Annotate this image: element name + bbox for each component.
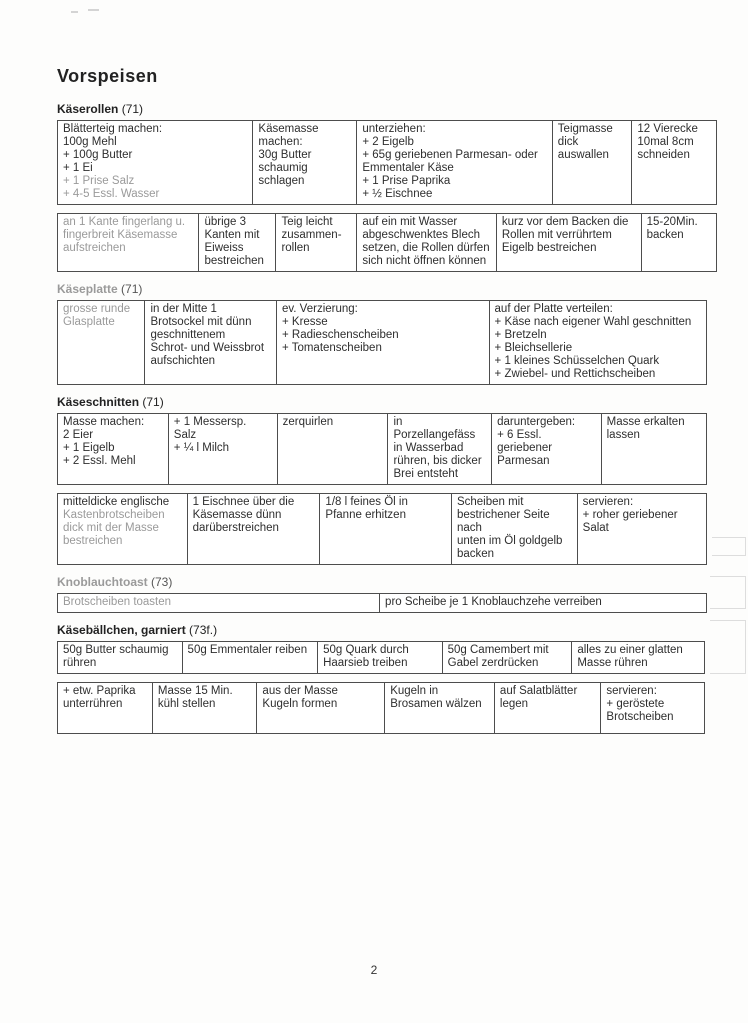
table-cell-line: schaumig xyxy=(258,162,308,174)
table-cell-line: schlagen xyxy=(258,175,305,187)
section-heading-ref: (71) xyxy=(117,282,143,296)
table-cell-line: lassen xyxy=(606,429,640,441)
table-cell-line: Blätterteig machen: xyxy=(63,123,163,135)
section-heading-name: Käseschnitten xyxy=(57,395,140,409)
table-cell-line: Eigelb bestreichen xyxy=(501,242,597,254)
table-cell-line: Käsemasse dünn xyxy=(192,509,282,521)
table-cell-line: 10mal 8cm xyxy=(637,136,694,148)
table-cell xyxy=(188,494,321,564)
table-cell-line: alles zu einer glatten xyxy=(577,644,683,656)
section-heading-ref: (73) xyxy=(147,575,173,589)
table-cell-line: bestreichen xyxy=(63,535,123,547)
table-cell-line: Brotscheiben toasten xyxy=(63,596,172,608)
section-heading-name: Käsebällchen, garniert xyxy=(57,623,186,637)
table-cell-line: fingerbreit Käsemasse xyxy=(63,229,178,241)
table-cell xyxy=(490,301,706,384)
table-cell-line: in Porzellangefäss xyxy=(393,416,476,441)
table-cell-line: Scheiben mit xyxy=(456,496,524,508)
table-cell-line: backen xyxy=(646,229,684,241)
table-cell xyxy=(276,214,357,271)
table-cell xyxy=(497,214,642,271)
recipe-table xyxy=(57,300,707,385)
recipe-table xyxy=(57,213,717,272)
table-cell-line: schneiden xyxy=(637,149,690,161)
table-cell-line: mitteldicke englische xyxy=(63,496,170,508)
table-cell-line: Salat xyxy=(582,522,609,534)
table-cell-line: legen xyxy=(499,698,529,710)
table-cell-line: + ½ Eischnee xyxy=(362,188,433,200)
table-cell-line: bestrichener Seite nach xyxy=(456,509,550,534)
table-cell-line: + etw. Paprika xyxy=(63,685,136,697)
scan-artifact xyxy=(710,620,746,674)
table-cell-line: sich nicht öffnen können xyxy=(362,255,487,267)
recipe-table xyxy=(57,593,707,613)
section-heading xyxy=(57,395,722,410)
table-cell-line: + geröstete xyxy=(606,698,665,710)
section-heading-name: Käserollen xyxy=(57,102,119,116)
table-cell-line: rühren xyxy=(63,657,97,669)
table-cell-line: auswallen xyxy=(557,149,609,161)
section-heading xyxy=(57,575,722,590)
table-cell-line: + 65g geriebenen Parmesan- oder xyxy=(362,149,538,161)
table-cell xyxy=(553,121,633,204)
table-cell-line: dick xyxy=(557,136,579,148)
table-cell-line: + Tomatenscheiben xyxy=(282,342,382,354)
table-cell-line: auf ein mit Wasser xyxy=(362,216,458,228)
table-cell-line: Teig leicht xyxy=(281,216,333,228)
table-cell xyxy=(58,594,380,612)
table-cell-line: + 100g Butter xyxy=(63,149,133,161)
table-cell-line: 50g Quark durch xyxy=(323,644,409,656)
table-cell-line: Käsemasse xyxy=(258,123,319,135)
table-cell-line: abgeschwenktes Blech xyxy=(362,229,481,241)
table-cell-line: 2 Eier xyxy=(63,429,94,441)
section-heading-ref: (71) xyxy=(139,395,164,409)
table-cell-line: + 1 kleines Schüsselchen Quark xyxy=(494,355,660,367)
page-content xyxy=(57,66,722,742)
table-cell xyxy=(199,214,276,271)
table-cell-line: + 2 Essl. Mehl xyxy=(63,455,136,467)
table-cell-line: 1/8 l feines Öl in xyxy=(325,496,408,508)
table-cell-line: Schrot- und Weissbrot xyxy=(150,342,265,354)
table-cell xyxy=(380,594,706,612)
table-cell-line: 1 Eischnee über die xyxy=(192,496,295,508)
recipe-table xyxy=(57,120,717,205)
table-cell-line: an 1 Kante fingerlang u. xyxy=(63,216,186,228)
table-cell-line: Haarsieb treiben xyxy=(323,657,408,669)
table-cell-line: grosse runde xyxy=(63,303,131,315)
table-cell xyxy=(277,301,490,384)
table-cell-line: in der Mitte 1 xyxy=(150,303,217,315)
table-cell-line: + Käse nach eigener Wahl geschnitten xyxy=(494,316,692,328)
table-cell-line: Eiweiss xyxy=(204,242,244,254)
recipe-table xyxy=(57,493,707,565)
table-cell-line: Masse rühren xyxy=(577,657,648,669)
table-cell xyxy=(318,642,443,673)
table-cell-line: auf der Platte verteilen: xyxy=(494,303,613,315)
table-cell-line: + 1 Ei xyxy=(63,162,93,174)
table-cell-line: unterziehen: xyxy=(362,123,426,135)
table-cell-line: übrige 3 xyxy=(204,216,247,228)
table-cell xyxy=(169,414,278,484)
table-cell xyxy=(145,301,277,384)
table-cell-line: 30g Butter xyxy=(258,149,312,161)
table-cell-line: dick mit der Masse xyxy=(63,522,159,534)
table-cell-line: 50g Camembert mit xyxy=(447,644,549,656)
table-cell xyxy=(388,414,492,484)
table-cell xyxy=(602,414,706,484)
table-cell-line: servieren: xyxy=(606,685,657,697)
table-cell-line: aufstreichen xyxy=(63,242,126,254)
table-cell-line: geriebener xyxy=(497,442,553,454)
scan-mark xyxy=(71,11,78,13)
table-cell xyxy=(320,494,452,564)
table-cell-line: Kastenbrotscheiben xyxy=(63,509,165,521)
table-cell-line: rühren, bis dicker xyxy=(393,455,482,467)
table-cell-line: auf Salatblätter xyxy=(499,685,578,697)
table-cell-line: Brotsockel mit dünn xyxy=(150,316,252,328)
table-cell-line: pro Scheibe je 1 Knoblauchzehe verreiben xyxy=(385,596,602,608)
table-cell-line: 100g Mehl xyxy=(63,136,117,148)
table-cell xyxy=(58,214,199,271)
recipe-table xyxy=(57,641,705,674)
table-cell-line: ev. Verzierung: xyxy=(282,303,358,315)
table-cell xyxy=(385,683,495,733)
table-cell xyxy=(443,642,573,673)
table-cell-line: Kugeln in xyxy=(390,685,439,697)
table-cell-line: Kugeln formen xyxy=(262,698,338,710)
table-cell xyxy=(632,121,716,204)
table-cell-line: + ¼ l Milch xyxy=(173,442,230,454)
table-cell-line: geschnittenem xyxy=(150,329,226,341)
table-cell xyxy=(153,683,258,733)
table-cell xyxy=(58,121,253,204)
table-cell-line: daruntergeben: xyxy=(497,416,576,428)
table-cell-line: Pfanne erhitzen xyxy=(325,509,406,521)
table-cell-line: + Radieschenscheiben xyxy=(282,329,399,341)
table-cell-line: backen xyxy=(456,548,495,560)
table-cell-line: + 1 Prise Paprika xyxy=(362,175,451,187)
table-cell-line: zerquirlen xyxy=(282,416,334,428)
table-cell-line: Kanten mit xyxy=(204,229,260,241)
table-cell-line: Masse machen: xyxy=(63,416,145,428)
recipe-table xyxy=(57,682,705,734)
table-cell-line: 50g Emmentaler reiben xyxy=(187,644,308,656)
scan-mark xyxy=(88,9,99,11)
table-cell-line: Gabel zerdrücken xyxy=(447,657,539,669)
table-cell xyxy=(278,414,389,484)
table-cell-line: in Wasserbad xyxy=(393,442,464,454)
table-cell-line: bestreichen xyxy=(204,255,264,267)
table-cell-line: Masse 15 Min. xyxy=(157,685,233,697)
section-heading-name: Knoblauchtoast xyxy=(57,575,148,589)
table-cell xyxy=(495,683,601,733)
scan-artifact xyxy=(710,576,746,609)
table-cell-line: aus der Masse xyxy=(262,685,338,697)
table-cell xyxy=(601,683,704,733)
table-cell-line: Brosamen wälzen xyxy=(390,698,482,710)
table-cell-line: aufschichten xyxy=(150,355,216,367)
table-cell-line: kurz vor dem Backen die xyxy=(501,216,629,228)
table-cell xyxy=(642,214,716,271)
table-cell xyxy=(58,414,169,484)
table-cell-line: setzen, die Rollen dürfen xyxy=(362,242,490,254)
table-cell-line: kühl stellen xyxy=(157,698,216,710)
table-cell xyxy=(357,214,496,271)
section-heading xyxy=(57,282,722,297)
table-cell-line: Rollen mit verrührtem xyxy=(501,229,612,241)
table-cell-line: Parmesan xyxy=(497,455,550,467)
table-cell xyxy=(572,642,704,673)
table-cell-line: unten im Öl goldgelb xyxy=(456,535,563,547)
table-cell-line: + 6 Essl. xyxy=(497,429,542,441)
table-cell-line: unterrühren xyxy=(63,698,123,710)
section-heading-ref: (71) xyxy=(118,102,144,116)
table-cell xyxy=(452,494,578,564)
table-cell xyxy=(58,642,183,673)
table-cell-line: + Kresse xyxy=(282,316,328,328)
table-cell-line: Brotscheiben xyxy=(606,711,674,723)
table-cell xyxy=(578,494,706,564)
recipe-table xyxy=(57,413,707,485)
table-cell-line: Emmentaler Käse xyxy=(362,162,454,174)
table-cell-line: Masse erkalten xyxy=(606,416,685,428)
table-cell-line: Glasplatte xyxy=(63,316,115,328)
table-cell xyxy=(492,414,602,484)
table-cell-line: 12 Vierecke xyxy=(637,123,698,135)
table-cell xyxy=(357,121,552,204)
table-cell-line: 50g Butter schaumig xyxy=(63,644,169,656)
table-cell-line: darüberstreichen xyxy=(192,522,279,534)
table-cell-line: + 1 Messersp. Salz xyxy=(173,416,247,441)
table-cell xyxy=(253,121,357,204)
table-cell-line: 15-20Min. xyxy=(646,216,698,228)
table-cell-line: rollen xyxy=(281,242,310,254)
scan-artifact xyxy=(712,537,746,556)
table-cell-line: zusammen- xyxy=(281,229,342,241)
table-cell-line: + Zwiebel- und Rettichscheiben xyxy=(494,368,656,380)
page-number: 2 xyxy=(370,963,378,977)
table-cell-line: Brei entsteht xyxy=(393,468,459,480)
section-heading-name: Käseplatte xyxy=(57,282,118,296)
table-cell-line: + roher geriebener xyxy=(582,509,678,521)
section-heading xyxy=(57,102,722,117)
table-cell-line: + 1 Eigelb xyxy=(63,442,115,454)
page-title: Vorspeisen xyxy=(57,66,158,86)
table-cell xyxy=(58,494,188,564)
table-cell-line: + 1 Prise Salz xyxy=(63,175,135,187)
table-cell-line: + Bretzeln xyxy=(494,329,547,341)
table-cell-line: servieren: xyxy=(582,496,634,508)
section-heading-ref: (73f.) xyxy=(185,623,218,637)
table-cell xyxy=(257,683,385,733)
table-cell-line: + 4-5 Essl. Wasser xyxy=(63,188,160,200)
table-cell xyxy=(58,683,153,733)
table-cell-line: + Bleichsellerie xyxy=(494,342,573,354)
table-cell-line: Teigmasse xyxy=(557,123,613,135)
table-cell xyxy=(183,642,319,673)
table-cell-line: machen: xyxy=(258,136,303,148)
section-heading xyxy=(57,623,722,638)
table-cell xyxy=(58,301,145,384)
table-cell-line: + 2 Eigelb xyxy=(362,136,414,148)
sections xyxy=(57,102,722,734)
